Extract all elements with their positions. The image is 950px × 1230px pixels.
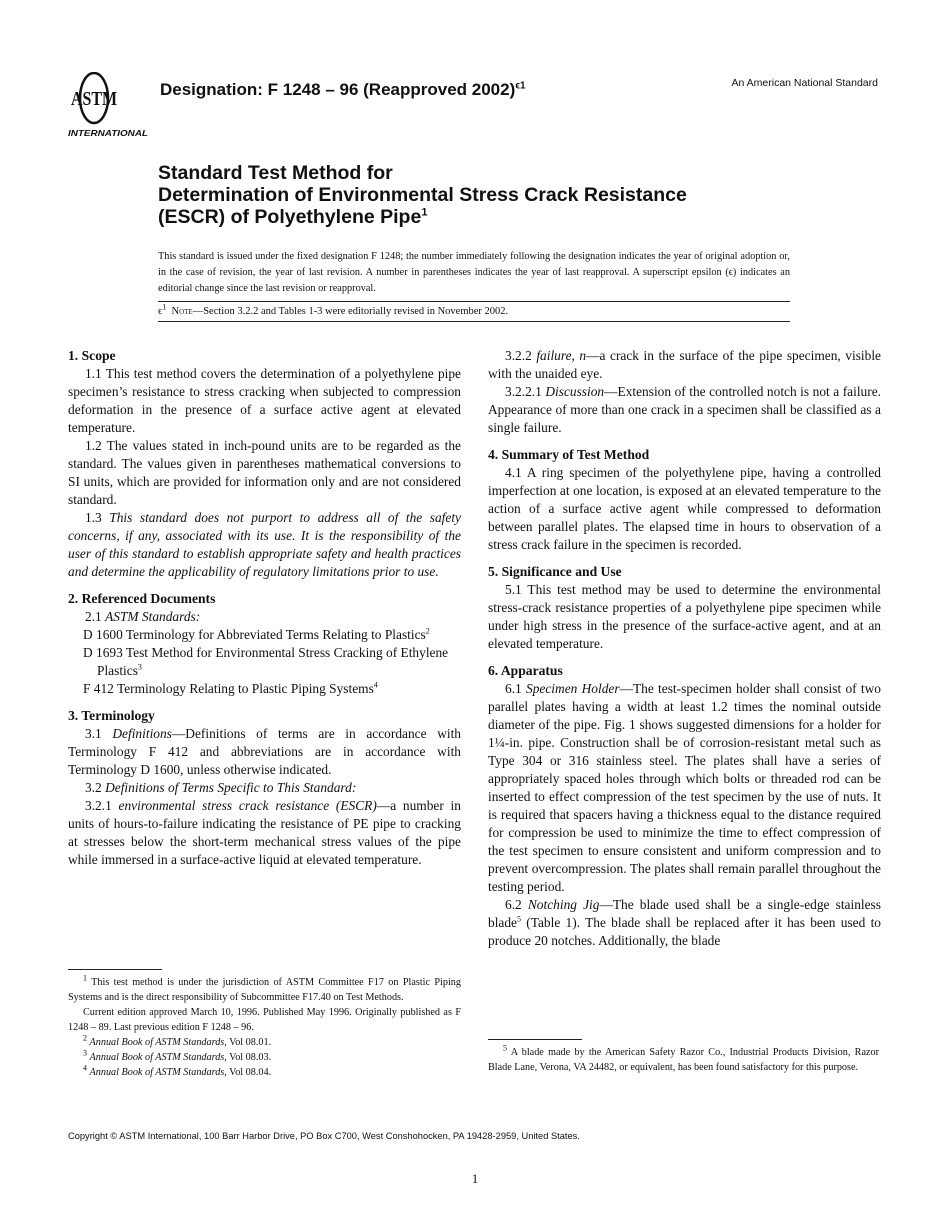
- text-run: —Extension of the controlled notch is not a failure. Appearance of more than one crack in a specimen shall be classified as a single failure.: [488, 384, 881, 435]
- text-run: , Vol 08.04.: [224, 1067, 272, 1078]
- title-line-3-text: (ESCR) of Polyethylene Pipe: [158, 206, 422, 228]
- text-run: Annual Book of ASTM Standards: [89, 1067, 225, 1078]
- paragraph: [488, 383, 881, 437]
- paragraph: [488, 680, 881, 896]
- text-run: failure, n: [536, 348, 587, 363]
- text-run: 1. Scope: [68, 348, 116, 363]
- text-run: D 1600 Terminology for Abbreviated Terms Relating to Plastics: [83, 627, 426, 642]
- paragraph: [68, 1005, 461, 1035]
- svg-text:INTERNATIONAL: INTERNATIONAL: [68, 128, 148, 138]
- paragraph: [68, 779, 461, 797]
- footnote-ref: 4: [83, 1063, 87, 1073]
- text-run: , Vol 08.03.: [224, 1052, 272, 1063]
- text-run: 3.2: [85, 780, 106, 795]
- text-run: 6.2: [505, 897, 528, 912]
- paragraph: [68, 1050, 461, 1065]
- text-run: —The test-specimen holder shall consist of two parallel plates having a width at least 1.2 times the nominal outside diameter of the pipe. Fig. 1 shows suggested dimensions for a holder for 1¼-in. pipe. Construction shall be of corrosion-resistant metal such as Type 304 or 316 stainless steel. The plates shall have a series of appropriately spaced holes through which bolts or threaded rod can be inserted to effect compression of the test specimen by the use of nuts. It is required that spacers having a thickness equal to the distance required for compression be used to minimize the time to effect compression of the test specimen to ensure consistent and uniform compression and to prevent overcompression. The plates shall remain parallel throughout the testing period.: [488, 681, 882, 894]
- copyright: Copyright © ASTM International, 100 Barr Harbor Drive, PO Box C700, West Conshohocken, PA 19428-2959, United States.: [68, 1131, 580, 1141]
- text-run: 4.1 A ring specimen of the polyethylene pipe, having a controlled imperfection at one location, is exposed at an elevated temperature to the action of a surface active agent while compressed to deformation between parallel plates. The elapsed time in hours to observation of a stress crack failure in the specimen is recorded.: [488, 465, 881, 552]
- section-heading: [68, 707, 461, 725]
- footnotes-right: [488, 1045, 879, 1075]
- divider: [158, 321, 790, 322]
- epsilon-superscript: ϵ1: [515, 80, 526, 92]
- title-line-3: [158, 206, 687, 228]
- text-run: Specimen Holder: [526, 681, 620, 696]
- designation: [160, 80, 526, 100]
- footnote-ref: 5: [517, 914, 521, 924]
- section-heading: [488, 563, 881, 581]
- note-label: Note: [171, 306, 193, 317]
- text-run: 3.2.2.1: [505, 384, 546, 399]
- note-text: —Section 3.2.2 and Tables 1-3 were editorially revised in November 2002.: [192, 306, 509, 317]
- paragraph: [68, 509, 461, 581]
- footnote-ref: 3: [83, 1048, 87, 1058]
- text-run: environmental stress crack resistance (ESCR): [118, 798, 377, 813]
- text-run: Annual Book of ASTM Standards: [89, 1052, 225, 1063]
- paragraph: [68, 365, 461, 437]
- reference-item: [68, 626, 461, 644]
- paragraph: [68, 1035, 461, 1050]
- reference-item: [68, 644, 461, 680]
- american-national-standard: An American National Standard: [731, 77, 878, 89]
- title-line-2: Determination of Environmental Stress Crack Resistance: [158, 184, 687, 206]
- paragraph: [488, 347, 881, 383]
- footnote-ref: 3: [137, 662, 142, 672]
- text-run: Current edition approved March 10, 1996. Published May 1996. Originally published as F 1248 – 89. Last previous edition F 1248 – 96.: [68, 1007, 461, 1033]
- paragraph: [68, 608, 461, 626]
- text-run: Notching Jig: [527, 897, 600, 912]
- text-run: , Vol 08.01.: [224, 1037, 272, 1048]
- section-heading: [68, 347, 461, 365]
- text-run: 6. Apparatus: [488, 663, 563, 678]
- text-run: This test method is under the jurisdiction of ASTM Committee F17 on Plastic Piping Systems and is the direct responsibility of Subcommittee F17.40 on Test Methods.: [68, 977, 461, 1003]
- text-run: Annual Book of ASTM Standards: [89, 1037, 225, 1048]
- section-heading: [488, 662, 881, 680]
- text-run: D 1693 Test Method for Environmental Stress Cracking of Ethylene Plastics: [83, 645, 449, 678]
- text-run: 3.2.2: [505, 348, 537, 363]
- paragraph: [488, 1045, 879, 1075]
- text-run: —a crack in the surface of the pipe specimen, visible with the unaided eye.: [488, 348, 881, 381]
- paragraph: [488, 581, 881, 653]
- title-footnote-ref: 1: [421, 206, 428, 219]
- text-run: 5.1 This test method may be used to determine the environmental stress-crack resistance properties of a polyethylene pipe specimen while under high stress in the presence of the surface-active agent, and at an elevated temperature.: [488, 582, 881, 651]
- text-run: 3. Terminology: [68, 708, 155, 723]
- standard-notice: This standard is issued under the fixed designation F 1248; the number immediately following the designation indicates the year of original adoption or, in the case of revision, the year of last revision. A number in parentheses indicates the year of last reapproval. A superscript epsilon (ϵ) indicates an editorial change since the last revision or reapproval.: [158, 251, 790, 294]
- text-run: 4. Summary of Test Method: [488, 447, 650, 462]
- section-heading: [488, 446, 881, 464]
- footnote-ref: 1: [83, 973, 87, 983]
- text-run: Definitions of Terms Specific to This Standard:: [105, 780, 357, 795]
- text-run: (Table 1). The blade shall be replaced after it has been used to produce 20 notches. Additionally, the blade: [488, 915, 881, 948]
- footnote-divider: [488, 1039, 582, 1040]
- text-run: 5. Significance and Use: [488, 564, 622, 579]
- document-title: [158, 162, 687, 228]
- text-run: 3.1: [85, 726, 113, 741]
- paragraph: [68, 725, 461, 779]
- footnote-ref: 4: [373, 680, 378, 690]
- page-number: 1: [471, 1172, 479, 1186]
- reference-item: [68, 680, 461, 698]
- footnote-divider: [68, 969, 162, 970]
- paragraph: [488, 896, 881, 950]
- footnote-ref: 2: [83, 1033, 87, 1043]
- right-column: [488, 347, 881, 950]
- svg-text:ASTM: ASTM: [71, 88, 118, 110]
- text-run: —The blade used shall be a single-edge stainless blade: [488, 897, 881, 930]
- footnote-ref: 2: [425, 626, 430, 636]
- divider: [158, 301, 790, 302]
- left-column: [68, 347, 461, 869]
- text-run: —a number in units of hours-to-failure indicating the resistance of PE pipe to cracking at stresses below the short-term mechanical stress values of the pipe while immersed in a surface-active liquid at elevated temperature.: [68, 798, 461, 867]
- text-run: 6.1: [505, 681, 527, 696]
- note-sup: 1: [162, 302, 167, 312]
- text-run: Discussion: [545, 384, 605, 399]
- section-heading: [68, 590, 461, 608]
- text-run: ASTM Standards:: [105, 609, 201, 624]
- text-run: —Definitions of terms are in accordance with Terminology F 412 and abbreviations are in accordance with Terminology D 1600, unless otherwise indicated.: [68, 726, 461, 777]
- text-run: 1.1 This test method covers the determination of a polyethylene pipe specimen’s resistance to stress cracking when subjected to compression deformation in the presence of a surface active agent at elevated temperature.: [68, 366, 461, 435]
- paragraph: [68, 1065, 461, 1080]
- text-run: This standard does not purport to address all of the safety concerns, if any, associated with its use. It is the responsibility of the user of this standard to establish appropriate safety and health practices and determine the applicability of regulatory limitations prior to use.: [68, 510, 461, 579]
- paragraph: [68, 437, 461, 509]
- text-run: F 412 Terminology Relating to Plastic Piping Systems: [83, 681, 374, 696]
- footnote-ref: 5: [503, 1043, 507, 1053]
- paragraph: [68, 975, 461, 1005]
- astm-logo: [66, 72, 152, 138]
- title-line-1: Standard Test Method for: [158, 162, 393, 184]
- footnotes-left: [68, 975, 461, 1080]
- text-run: 3.2.1: [85, 798, 119, 813]
- editorial-note: [158, 302, 509, 317]
- note-epsilon: ϵ: [158, 306, 163, 317]
- text-run: 1.2 The values stated in inch-pound units are to be regarded as the standard. The values given in parentheses mathematical conversions to SI units, which are provided for information only and are not considered standard.: [68, 438, 461, 507]
- paragraph: [488, 464, 881, 554]
- text-run: A blade made by the American Safety Razor Co., Industrial Products Division, Razor Blade Lane, Verona, VA 24482, or equivalent, has been found satisfactory for this purpose.: [488, 1047, 879, 1073]
- text-run: 2.1: [85, 609, 106, 624]
- text-run: 1.3: [85, 510, 110, 525]
- designation-text: Designation: F 1248 – 96 (Reapproved 2002): [160, 80, 516, 99]
- paragraph: [68, 797, 461, 869]
- text-run: Definitions: [112, 726, 172, 741]
- text-run: 2. Referenced Documents: [68, 591, 216, 606]
